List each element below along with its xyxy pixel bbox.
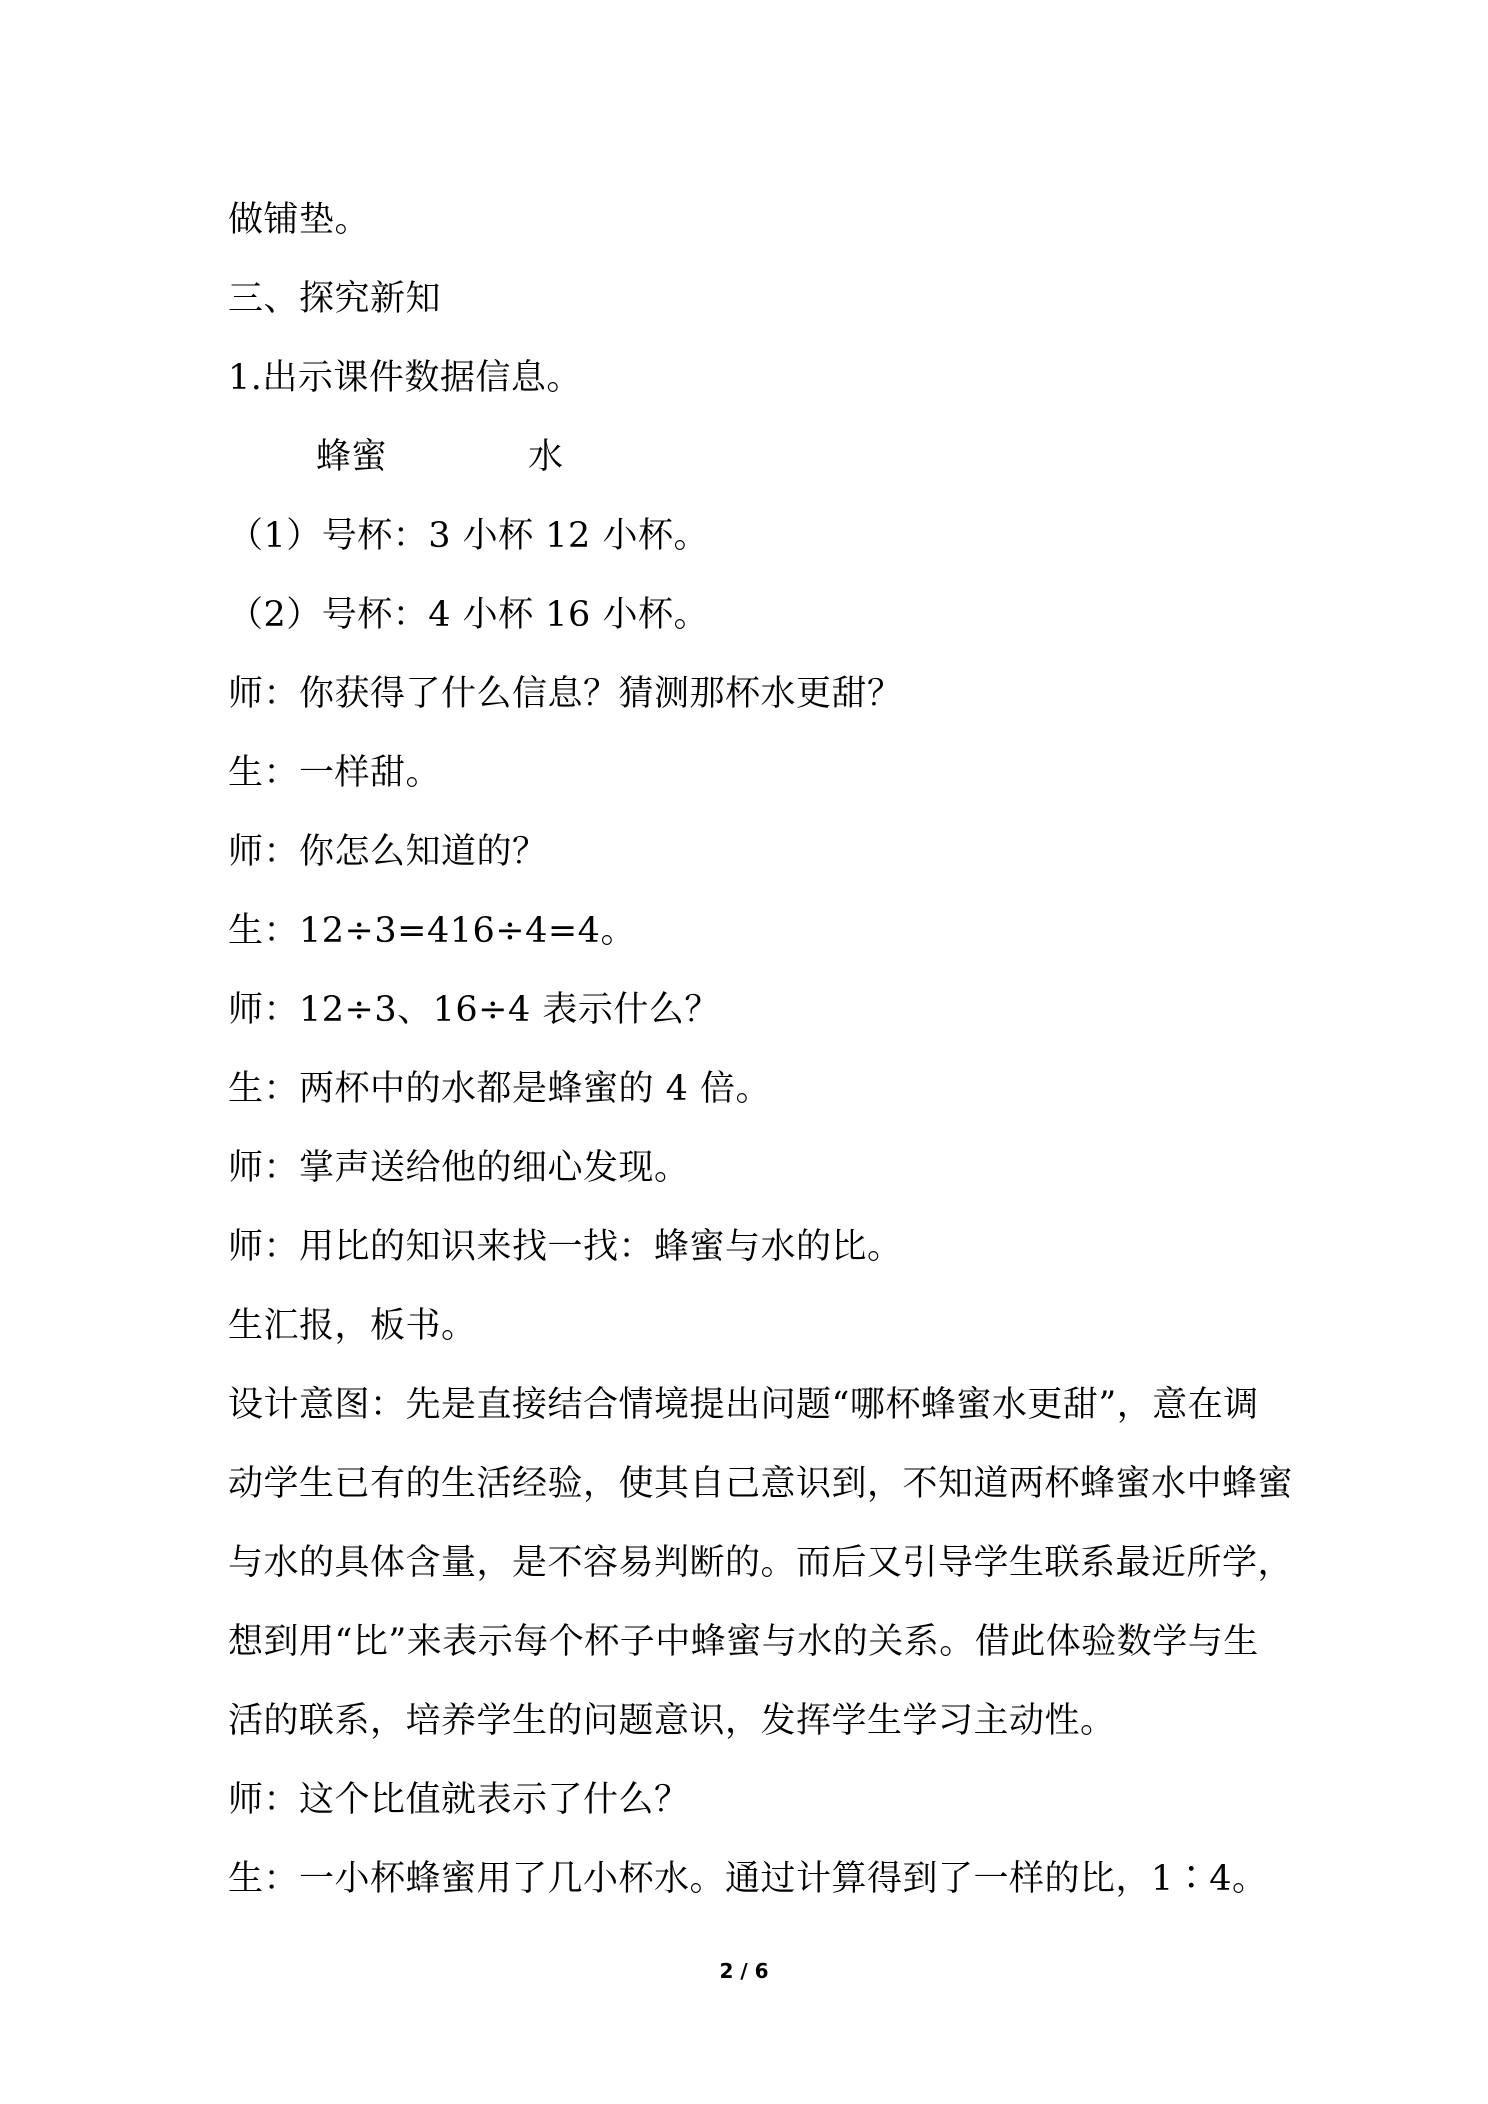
design-intent-line: 想到用“比”来表示每个杯子中蜂蜜与水的关系。借此体验数学与生 (228, 1622, 1259, 1662)
design-intent-line: 活的联系，培养学生的问题意识，发挥学生学习主动性。 (228, 1701, 1116, 1741)
section-heading: 三、探究新知 (228, 279, 442, 319)
dialogue-line: 生：两杯中的水都是蜂蜜的 4 倍。 (228, 1069, 772, 1109)
cup-1-data: （1）号杯：3 小杯 12 小杯。 (228, 516, 709, 556)
text-line-continuation: 做铺垫。 (228, 200, 371, 240)
dialogue-line: 生汇报，板书。 (228, 1306, 477, 1346)
design-intent-line: 动学生已有的生活经验，使其自己意识到，不知道两杯蜂蜜水中蜂蜜 (228, 1464, 1294, 1504)
dialogue-line: 师：你获得了什么信息？猜测那杯水更甜？ (228, 674, 903, 714)
column-header-water: 水 (528, 437, 564, 477)
step-heading: 1.出示课件数据信息。 (228, 358, 582, 398)
dialogue-line: 师：这个比值就表示了什么？ (228, 1780, 690, 1820)
dialogue-line: 师：你怎么知道的？ (228, 832, 548, 872)
page-number: 2 / 6 (719, 1959, 769, 1983)
dialogue-line: 生：一样甜。 (228, 753, 442, 793)
cup-2-data: （2）号杯：4 小杯 16 小杯。 (228, 595, 709, 635)
dialogue-line: 师：12÷3、16÷4 表示什么？ (228, 990, 720, 1030)
column-header-honey: 蜂蜜 (316, 437, 388, 477)
dialogue-line: 师：用比的知识来找一找：蜂蜜与水的比。 (228, 1227, 903, 1267)
dialogue-line: 生：12÷3=416÷4=4。 (228, 911, 636, 951)
design-intent-line: 与水的具体含量，是不容易判断的。而后又引导学生联系最近所学， (228, 1543, 1294, 1583)
dialogue-line: 师：掌声送给他的细心发现。 (228, 1148, 690, 1188)
dialogue-line: 生：一小杯蜂蜜用了几小杯水。通过计算得到了一样的比，1∶4。 (228, 1859, 1268, 1899)
design-intent-line: 设计意图：先是直接结合情境提出问题“哪杯蜂蜜水更甜”，意在调 (228, 1385, 1259, 1425)
